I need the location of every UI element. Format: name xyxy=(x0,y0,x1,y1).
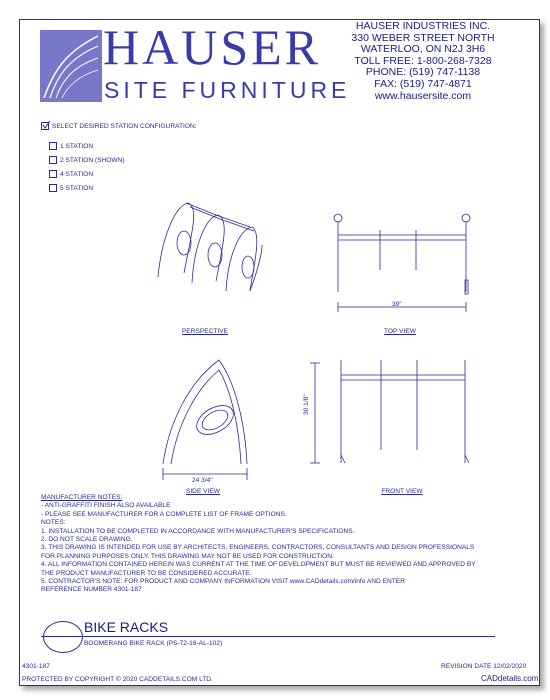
side-view-label: SIDE VIEW xyxy=(185,488,221,495)
phone: PHONE: (519) 747-1138 xyxy=(365,66,481,79)
logo-tagline: SITE FURNITURE xyxy=(104,77,351,103)
fax: FAX: (519) 747-4871 xyxy=(374,77,472,90)
note-line: 5. CONTRACTOR'S NOTE: FOR PRODUCT AND COMPANY INFORMATION VISIT www.CADdetails.com/info AND ENTER xyxy=(41,578,405,586)
notes-heading: NOTES: xyxy=(41,519,66,527)
perspective-label: PERSPECTIVE xyxy=(181,328,229,335)
top-width-dimension: 39" xyxy=(392,301,402,308)
checkbox-icon[interactable] xyxy=(49,142,57,150)
option-label: 2 STATION (SHOWN) xyxy=(60,156,125,164)
option-2-station[interactable] xyxy=(49,156,125,165)
front-view-drawing xyxy=(305,355,480,470)
note-line: 3. THIS DRAWING IS INTENDED FOR USE BY ARCHITECTS, ENGINEERS, CONTRACTORS, CONSULTANTS AND DESIGN PROFESSIONALS xyxy=(41,544,475,552)
note-line: 2. DO NOT SCALE DRAWING. xyxy=(41,536,133,544)
option-1-station[interactable] xyxy=(49,142,93,151)
config-checkbox-icon[interactable] xyxy=(41,122,49,130)
manufacturer-notes-heading: MANUFACTURER NOTES: xyxy=(41,494,123,501)
checkbox-icon[interactable] xyxy=(49,170,57,178)
drawing-subtitle: BOOMERANG BIKE RACK (PS-72-16-AL-102) xyxy=(84,640,223,647)
front-height-dimension: 30 1/8" xyxy=(303,394,310,415)
top-view-drawing xyxy=(330,210,476,320)
top-view-label: TOP VIEW xyxy=(384,328,416,335)
address-city: WATERLOO, ON N2J 3H6 xyxy=(360,43,486,56)
copyright-notice: PROTECTED BY COPYRIGHT © 2020 CADDETAILS.COM LTD. xyxy=(22,676,213,683)
option-5-station[interactable] xyxy=(49,184,93,193)
option-4-station[interactable] xyxy=(49,170,93,179)
title-divider xyxy=(41,636,495,637)
drawing-title: BIKE RACKS xyxy=(84,619,169,635)
note-line: THE PRODUCT MANUFACTURER TO BE CONSIDERED ACCURATE. xyxy=(41,569,252,577)
note-line: - PLEASE SEE MANUFACTURER FOR A COMPLETE LIST OF FRAME OPTIONS. xyxy=(41,510,287,518)
config-title xyxy=(41,122,197,131)
website-link[interactable]: www.hausersite.com xyxy=(374,89,472,102)
contact-block xyxy=(338,21,508,102)
front-view-label: FRONT VIEW xyxy=(381,488,423,495)
perspective-view-drawing xyxy=(150,195,270,305)
side-view-drawing xyxy=(155,352,255,487)
note-line: 1. INSTALLATION TO BE COMPLETED IN ACCORDANCE WITH MANUFACTURER'S SPECIFICATIONS. xyxy=(41,527,355,535)
revision-date: REVISION DATE 12/02/2020 xyxy=(441,663,527,670)
title-circle-icon xyxy=(43,621,83,653)
option-label: 5 STATION xyxy=(60,184,94,192)
checkbox-icon[interactable] xyxy=(49,184,57,192)
company-name: HAUSER INDUSTRIES INC. xyxy=(355,20,491,32)
checkbox-icon[interactable] xyxy=(49,156,57,164)
hauser-logo-mark-icon xyxy=(40,30,102,102)
toll-free: TOLL FREE: 1-800-268-7328 xyxy=(354,54,492,67)
option-label: 4 STATION xyxy=(60,170,94,178)
logo-wordmark: HAUSER xyxy=(103,19,322,75)
side-width-dimension: 24 3/4" xyxy=(192,477,213,484)
notes-block xyxy=(41,494,511,595)
caddetails-brand[interactable]: CADdetails.com xyxy=(481,674,539,683)
note-line: REFERENCE NUMBER 4301-187 xyxy=(41,586,142,594)
note-line: 4. ALL INFORMATION CONTAINED HEREIN WAS CURRENT AT THE TIME OF DEVELOPMENT BUT MUST BE REVIEWED AND APPROVED BY xyxy=(41,561,476,569)
reference-number: 4301-187 xyxy=(22,663,50,670)
address-street: 330 WEBER STREET NORTH xyxy=(351,31,495,44)
option-label: 1 STATION xyxy=(60,142,94,150)
note-line: - ANTI-GRAFFITI FINISH ALSO AVAILABLE xyxy=(41,502,171,510)
note-line: FOR PLANNING PURPOSES ONLY. THIS DRAWING MAY NOT BE USED FOR CONSTRUCTION. xyxy=(41,552,334,560)
config-title-label: SELECT DESIRED STATION CONFIGURATION: xyxy=(52,122,197,130)
checkmark-icon xyxy=(42,121,50,129)
